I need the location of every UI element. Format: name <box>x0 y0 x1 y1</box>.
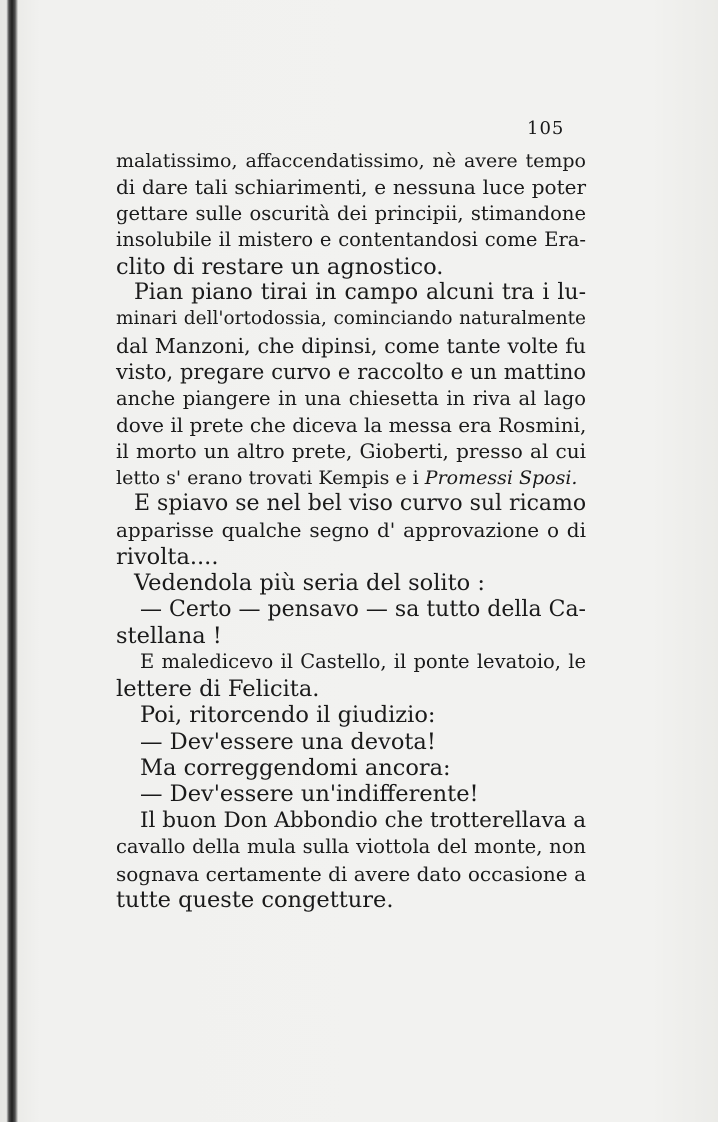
text-line: di dare tali schiarimenti, e nessuna luce poter <box>116 175 586 200</box>
text-segment: letto s' erano trovati Kempis e i <box>116 466 425 489</box>
text-line: rivolta.... <box>116 543 219 570</box>
text-line: E maledicevo il Castello, il ponte levatoio, le <box>140 650 586 674</box>
text-line: malatissimo, affaccendatissimo, nè avere tempo <box>116 150 586 172</box>
page-binding-edge <box>6 0 18 1122</box>
text-line: stellana ! <box>116 623 222 650</box>
body-text <box>116 148 586 913</box>
text-line: il morto un altro prete, Gioberti, presso al cui <box>116 439 586 464</box>
text-line: — Certo — pensavo — sa tutto della Ca- <box>140 596 586 622</box>
text-line <box>116 465 586 491</box>
text-line: Pian piano tirai in campo alcuni tra i lu- <box>134 279 586 305</box>
text-line: Ma correggendomi ancora: <box>140 754 451 781</box>
text-line: dal Manzoni, che dipinsi, come tante volte fu <box>116 333 586 358</box>
text-line: Vedendola più seria del solito : <box>134 570 485 597</box>
text-line: insolubile il mistero e contentandosi come Era- <box>116 228 586 252</box>
text-line: Poi, ritorcendo il giudizio: <box>140 702 436 729</box>
text-line: sognava certamente di avere dato occasione a <box>116 861 586 886</box>
text-line: gettare sulle oscurità dei principii, stimandone <box>116 201 586 225</box>
text-line: dove il prete che diceva la messa era Rosmini, <box>116 412 587 437</box>
text-line: clito di restare un agnostico. <box>116 253 444 280</box>
text-line: — Dev'essere una devota! <box>140 728 436 755</box>
text-line: anche piangere in una chiesetta in riva al lago <box>116 386 586 410</box>
page-number: 105 <box>527 118 565 139</box>
text-line: Il buon Don Abbondio che trotterellava a <box>140 807 587 833</box>
text-line: visto, pregare curvo e raccolto e un mattino <box>116 360 586 385</box>
text-line: apparisse qualche segno d' approvazione o di <box>116 518 586 543</box>
text-line: E spiavo se nel bel viso curvo sul ricamo <box>134 491 587 517</box>
text-line: — Dev'essere un'indifferente! <box>140 781 479 808</box>
text-line: tutte queste congetture. <box>116 886 394 913</box>
text-line: lettere di Felicita. <box>116 675 320 702</box>
text-line: minari dell'ortodossia, cominciando naturalmente <box>116 308 586 330</box>
text-line: cavallo della mula sulla viottola del monte, non <box>116 835 586 859</box>
italic-title: Promessi Sposi. <box>424 466 578 489</box>
